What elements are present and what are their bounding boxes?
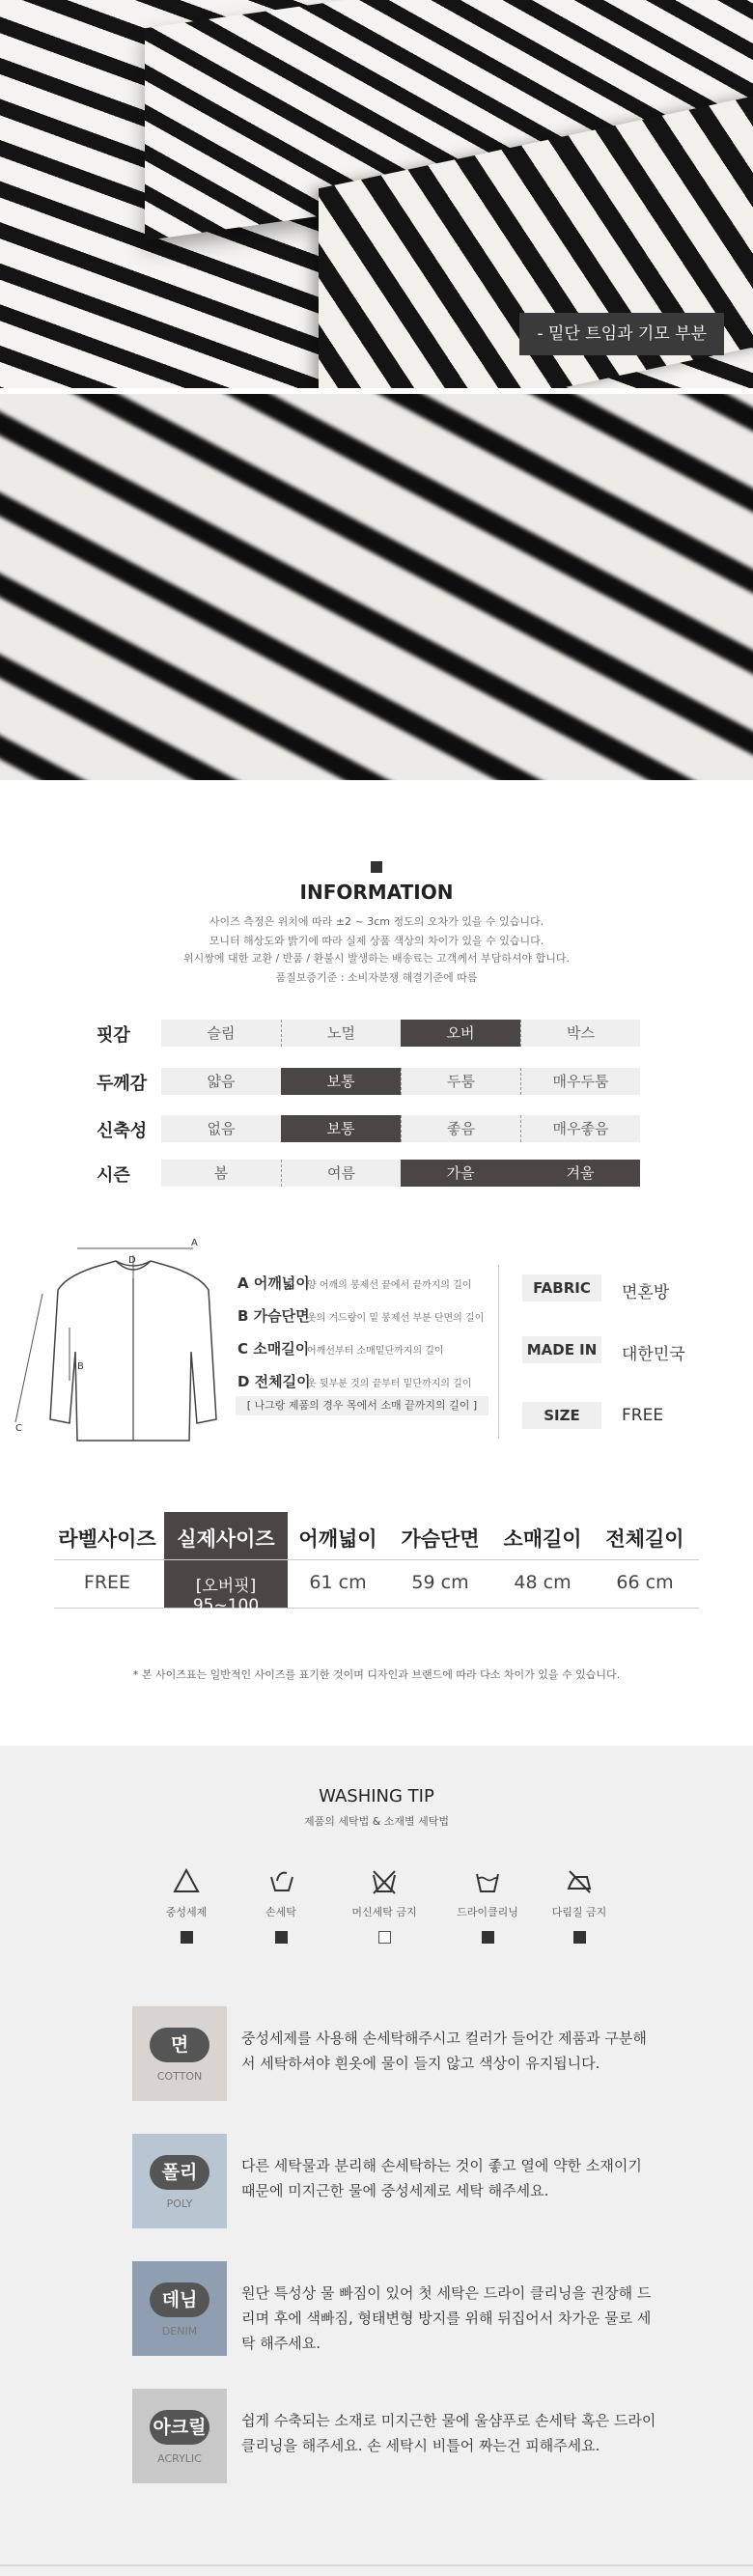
fabric-label: FABRIC — [522, 1274, 601, 1302]
size-cell: 59 cm — [411, 1572, 469, 1593]
size-label: SIZE — [522, 1402, 601, 1429]
diagram-letter-b: B — [77, 1361, 84, 1372]
attribute-option: 보통 — [281, 1068, 401, 1095]
info-line: 모니터 해상도와 밝기에 따라 실제 상품 색상의 차이가 있을 수 있습니다. — [209, 935, 544, 947]
attribute-option: 좋음 — [401, 1115, 520, 1142]
hand-wash-icon — [267, 1867, 294, 1894]
attribute-option: 매우두툼 — [520, 1068, 640, 1095]
table-divider — [54, 1608, 699, 1609]
washing-title: WASHING TIP — [319, 1786, 434, 1806]
attribute-option: 겨울 — [520, 1160, 640, 1187]
attribute-option: 슬림 — [161, 1020, 281, 1047]
material-swatch — [132, 2389, 227, 2483]
measurement-desc: 양 어깨의 봉제선 끝에서 끝까지의 길이 — [307, 1280, 472, 1291]
size-cell: 66 cm — [616, 1572, 674, 1593]
material-badge: 아크릴 — [150, 2410, 209, 2445]
diagram-letter-d: D — [128, 1255, 136, 1266]
material-care-text: 중성세제를 사용해 손세탁해주시고 컬러가 들어간 제품과 구분해서 세탁하셔야 흰옷에 물이 들지 않고 색상이 유지됩니다. — [241, 2030, 647, 2072]
measurement-label: B 가슴단면 — [237, 1307, 310, 1325]
info-title: INFORMATION — [299, 881, 454, 904]
info-line: 사이즈 측정은 위치에 따라 ±2 ~ 3cm 정도의 오차가 있을 수 있습니다. — [209, 915, 544, 928]
photo-caption: - 밑단 트임과 기모 부분 — [519, 313, 724, 355]
size-value: FREE — [622, 1406, 664, 1425]
size-header: 전체길이 — [605, 1527, 684, 1551]
info-line: 위시쌍에 대한 교환 / 반품 / 환불시 발생하는 배송료는 고객께서 부담하셔야 합니다. — [182, 952, 571, 965]
product-photo-fleece-closeup — [0, 394, 753, 780]
attribute-option: 얇음 — [161, 1068, 281, 1095]
material-swatch — [132, 2261, 227, 2356]
attribute-option: 없음 — [161, 1115, 281, 1142]
measurement-desc: 어깨선부터 소매밑단까지의 길이 — [307, 1346, 444, 1357]
raglan-note: [ 나그랑 제품의 경우 목에서 소매 끝까지의 길이 ] — [236, 1396, 488, 1415]
made-in-label: MADE IN — [522, 1336, 601, 1363]
washing-icon-label: 다림질 금지 — [551, 1906, 607, 1918]
checked-box-icon — [181, 1931, 193, 1944]
material-swatch — [132, 2134, 227, 2228]
material-care-text: 쉽게 수축되는 소재로 미지근한 물에 울샴푸로 손세탁 혹은 드라이 클리닝을 해주세요. 손 세탁시 비틀어 짜는건 피해주세요. — [241, 2412, 656, 2454]
size-cell: 61 cm — [309, 1572, 367, 1593]
attribute-option: 보통 — [281, 1115, 401, 1142]
washing-subtitle: 제품의 세탁법 & 소재별 세탁법 — [303, 1815, 450, 1828]
material-badge: 폴리 — [150, 2155, 209, 2190]
measurement-label: A 어깨넓이 — [237, 1274, 310, 1292]
size-header: 소매길이 — [503, 1527, 582, 1551]
table-divider — [54, 1559, 699, 1560]
size-header: 가슴단면 — [401, 1527, 480, 1551]
bottom-divider — [0, 2564, 753, 2566]
size-cell: FREE — [83, 1572, 131, 1593]
made-in-value: 대한민국 — [622, 1345, 685, 1364]
unchecked-box-icon — [378, 1931, 391, 1944]
attribute-option: 매우좋음 — [520, 1115, 640, 1142]
attribute-option: 가을 — [401, 1160, 520, 1187]
material-english-name: COTTON — [156, 2070, 203, 2083]
washing-icon-label: 손세탁 — [265, 1906, 296, 1918]
material-badge: 데님 — [150, 2282, 209, 2317]
measurement-desc: 옷의 겨드랑이 밑 봉제선 부분 단면의 길이 — [307, 1313, 485, 1324]
washing-icon-label: 드라이클리닝 — [457, 1906, 518, 1918]
attribute-label: 신축성 — [97, 1121, 148, 1141]
material-care-text: 다른 세탁물과 분리해 손세탁하는 것이 좋고 열에 약한 소재이기 때문에 미지근한 물에 중성세제로 세탁 해주세요. — [241, 2157, 642, 2199]
section-marker-icon — [371, 861, 382, 873]
attribute-option: 여름 — [281, 1160, 401, 1187]
attribute-label: 핏감 — [97, 1025, 130, 1046]
measurement-label: D 전체길이 — [237, 1373, 311, 1390]
shirt-diagram — [10, 1236, 222, 1448]
attribute-label: 두께감 — [97, 1074, 148, 1094]
checked-box-icon — [275, 1931, 288, 1944]
attribute-label: 시즌 — [97, 1165, 130, 1186]
size-cell: 48 cm — [514, 1572, 572, 1593]
size-header: 라벨사이즈 — [58, 1527, 156, 1551]
washing-icon-label: 머신세탁 금지 — [351, 1906, 417, 1918]
diagram-letter-a: A — [191, 1238, 198, 1248]
material-care-text: 원단 특성상 물 빠짐이 있어 첫 세탁은 드라이 클리닝을 권장해 드리며 후에 색빠짐, 형태변형 방지를 위해 뒤집어서 차가운 물로 세탁 해주세요. — [241, 2284, 652, 2352]
no-iron-icon — [566, 1867, 593, 1894]
measurement-desc: 옷 뒷부분 것의 끝부터 밑단까지의 길이 — [307, 1379, 472, 1389]
material-english-name: ACRYLIC — [157, 2452, 202, 2465]
attribute-option: 두툼 — [401, 1068, 520, 1095]
attribute-option: 박스 — [520, 1020, 640, 1047]
washing-icon-label: 중성세제 — [165, 1906, 208, 1918]
attribute-option: 오버 — [401, 1020, 520, 1047]
material-english-name: POLY — [166, 2198, 193, 2210]
attribute-option: 봄 — [161, 1160, 281, 1187]
material-english-name: DENIM — [161, 2325, 198, 2338]
size-header: 실제사이즈 — [177, 1527, 275, 1551]
info-line: 품질보증기준 : 소비자분쟁 해결기준에 따름 — [275, 971, 478, 984]
material-swatch — [132, 2006, 227, 2101]
triangle-icon — [173, 1867, 200, 1894]
attribute-option: 노멀 — [281, 1020, 401, 1047]
size-cell: [오버핏] 95~100 — [192, 1577, 260, 1615]
no-machine-wash-icon — [371, 1867, 398, 1894]
size-note: * 본 사이즈표는 일반적인 사이즈를 표기한 것이며 디자인과 브랜드에 따라 다소 차이가 있을 수 있습니다. — [132, 1668, 621, 1681]
product-photo-hem-slit — [0, 0, 753, 388]
diagram-letter-c: C — [15, 1423, 22, 1434]
material-badge: 면 — [150, 2028, 209, 2062]
dry-clean-icon — [474, 1867, 501, 1894]
size-header: 어깨넓이 — [298, 1527, 377, 1551]
checked-box-icon — [573, 1931, 586, 1944]
checked-box-icon — [482, 1931, 494, 1944]
divider — [498, 1265, 499, 1439]
fabric-value: 면혼방 — [622, 1283, 670, 1302]
measurement-label: C 소매길이 — [237, 1340, 310, 1358]
